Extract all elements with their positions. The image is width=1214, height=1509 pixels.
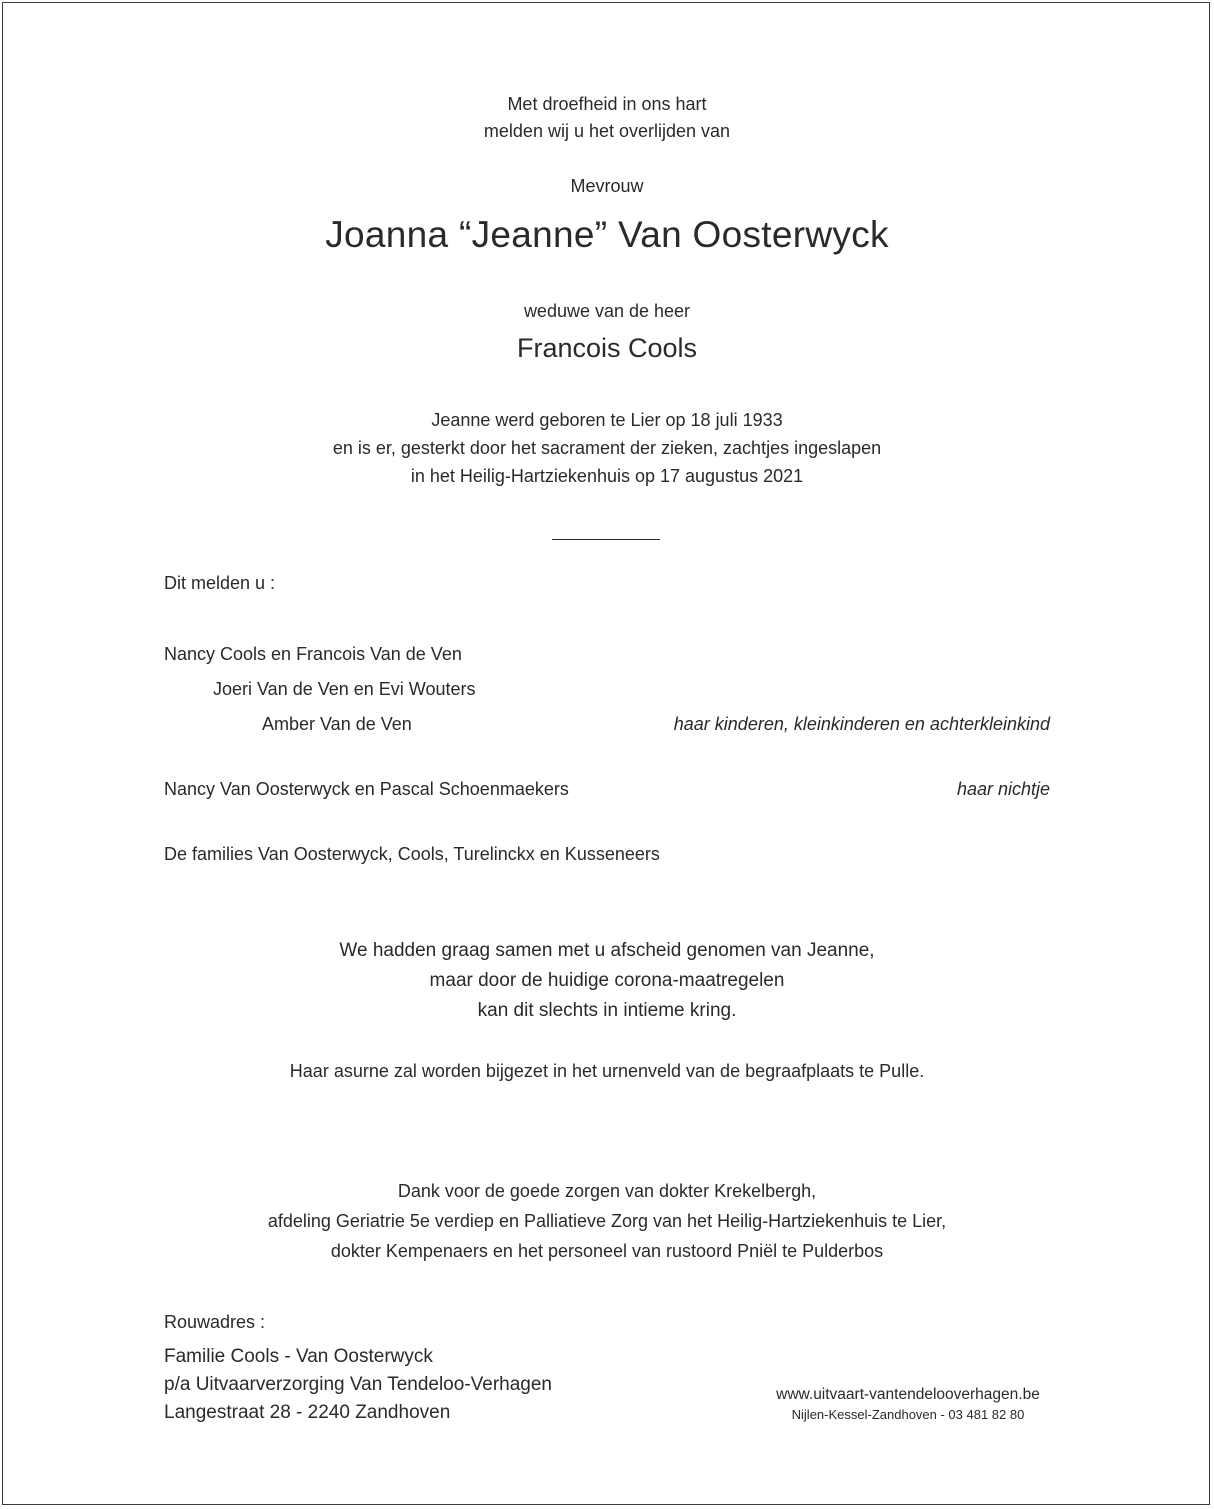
mourning-address [164, 1343, 552, 1427]
family-row-1: Nancy Cools en Francois Van de Ven [164, 644, 462, 664]
intro-text [0, 91, 1214, 145]
thanks-text [0, 1176, 1214, 1266]
deceased-name: Joanna “Jeanne” Van Oosterwyck [325, 214, 889, 255]
family-row-3: Amber Van de Ven [262, 714, 412, 734]
birth-death-text [0, 406, 1214, 490]
funeral-home-info [773, 1386, 1043, 1422]
farewell-line-3: kan dit slechts in intieme kring. [477, 1000, 737, 1021]
family-relation-children: haar kinderen, kleinkinderen en achterkleinkind [673, 714, 1050, 734]
intro-line-1: Met droefheid in ons hart [507, 94, 707, 114]
salutation: Mevrouw [570, 176, 644, 196]
address-line-1: Familie Cools - Van Oosterwyck [164, 1346, 433, 1367]
thanks-line-1: Dank voor de goede zorgen van dokter Krekelbergh, [397, 1181, 817, 1201]
farewell-text [0, 936, 1214, 1026]
funeral-home-website[interactable]: www.uitvaart-vantendelooverhagen.be [776, 1386, 1040, 1403]
farewell-line-1: We hadden graag samen met u afscheid genomen van Jeanne, [339, 940, 875, 961]
place-line: in het Heilig-Hartziekenhuis op 17 augustus 2021 [410, 466, 804, 486]
widow-line: weduwe van de heer [523, 301, 691, 321]
mourning-address-label: Rouwadres : [164, 1312, 266, 1332]
announce-label: Dit melden u : [164, 573, 276, 593]
divider [552, 539, 660, 540]
address-line-3: Langestraat 28 - 2240 Zandhoven [164, 1402, 451, 1423]
family-row-2: Joeri Van de Ven en Evi Wouters [213, 679, 476, 699]
intro-line-2: melden wij u het overlijden van [483, 121, 731, 141]
funeral-home-contact: Nijlen-Kessel-Zandhoven - 03 481 82 80 [791, 1407, 1025, 1422]
death-line: en is er, gesterkt door het sacrament der zieken, zachtjes ingeslapen [332, 438, 882, 458]
thanks-line-3: dokter Kempenaers en het personeel van rustoord Pniël te Pulderbos [330, 1241, 884, 1261]
urn-line: Haar asurne zal worden bijgezet in het urnenveld van de begraafplaats te Pulle. [289, 1061, 925, 1081]
birth-line: Jeanne werd geboren te Lier op 18 juli 1933 [431, 410, 783, 430]
family-row-4: Nancy Van Oosterwyck en Pascal Schoenmaekers [164, 779, 569, 799]
address-line-2: p/a Uitvaarverzorging Van Tendeloo-Verhagen [164, 1374, 552, 1395]
spouse-name: Francois Cools [516, 333, 698, 363]
family-relation-niece: haar nichtje [956, 779, 1050, 799]
thanks-line-2: afdeling Geriatrie 5e verdiep en Palliatieve Zorg van het Heilig-Hartziekenhuis te Lier, [267, 1211, 947, 1231]
family-row-5: De families Van Oosterwyck, Cools, Turelinckx en Kusseneers [164, 844, 660, 864]
farewell-line-2: maar door de huidige corona-maatregelen [429, 970, 785, 991]
